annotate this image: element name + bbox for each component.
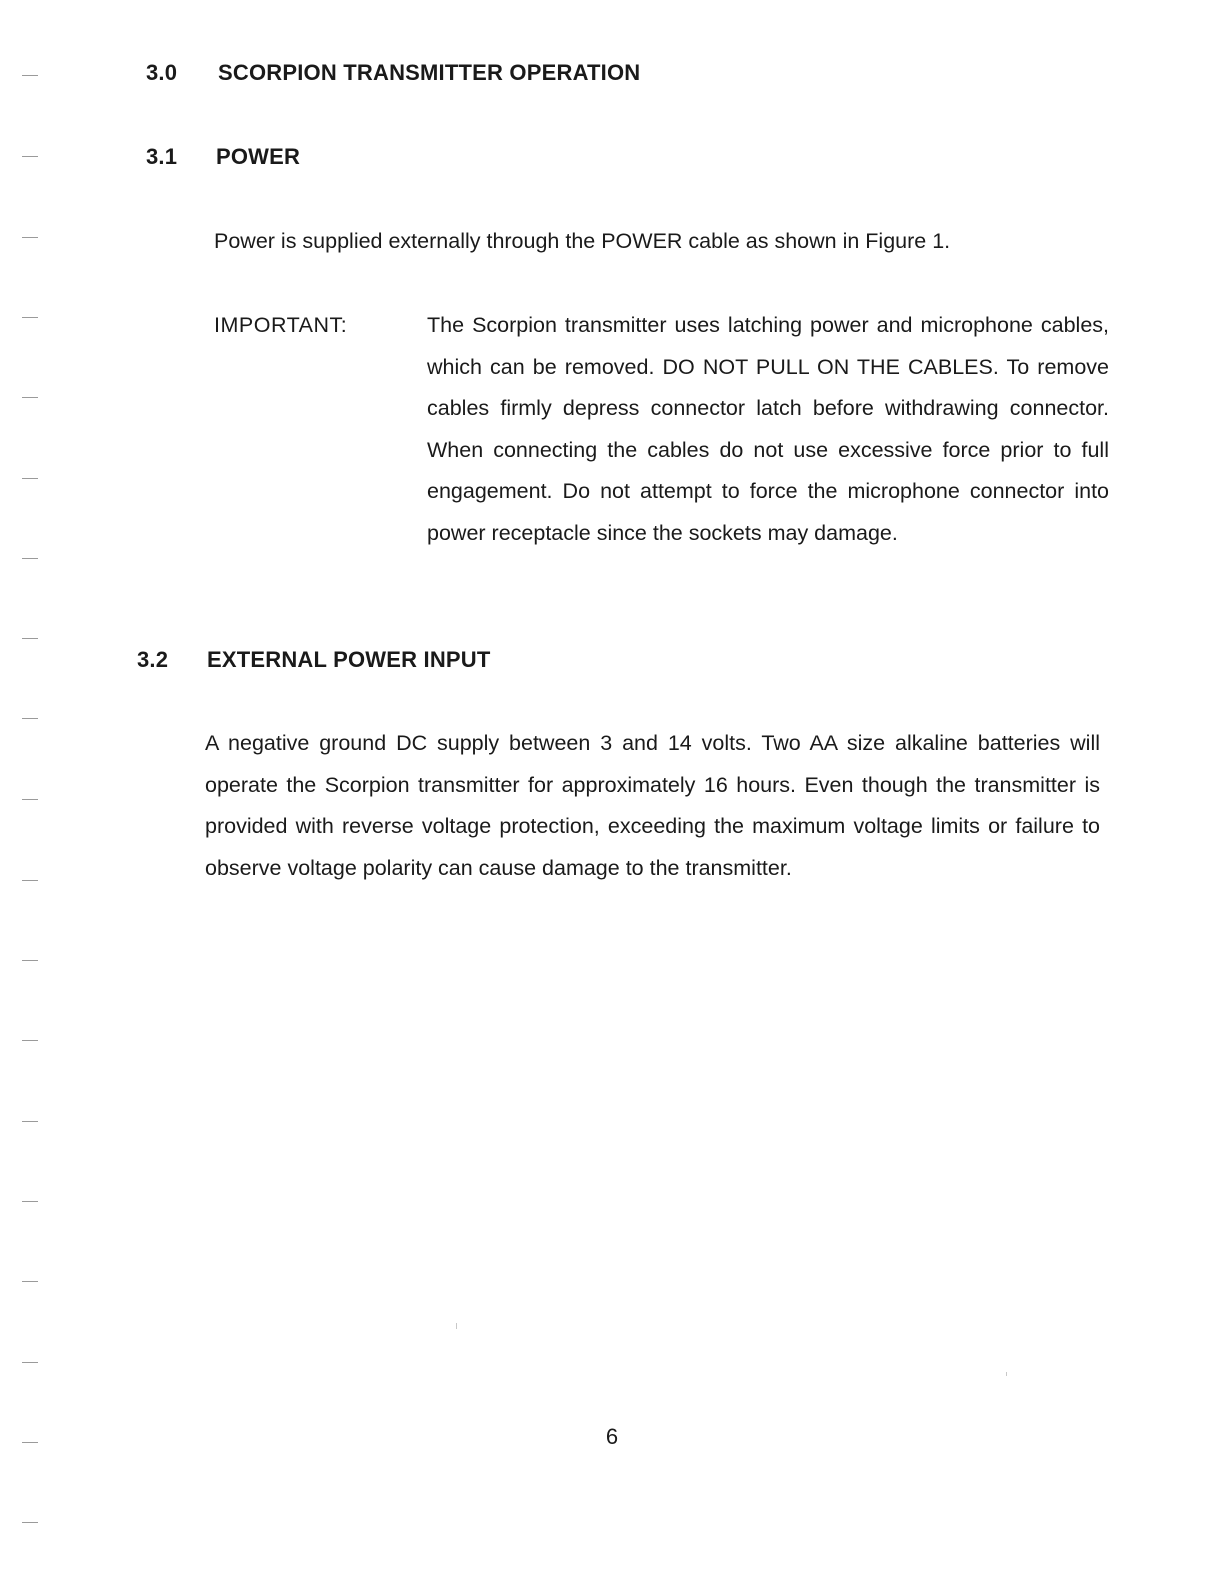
important-label: IMPORTANT: xyxy=(214,313,348,337)
section-3-0-number: 3.0 xyxy=(146,60,178,85)
section-3-1-number: 3.1 xyxy=(146,144,178,169)
section-3-2-paragraph: A negative ground DC supply between 3 and 14 volts. Two AA size alkaline batteries will operate the Scorpion transmitter for approximately 16 hours. Even though the transmitter is provided with reverse voltage protection, exceeding the maximum voltage limits or failure to observe voltage polarity can cause damage to the transmitter. xyxy=(205,731,1100,880)
section-3-2-number: 3.2 xyxy=(137,647,169,672)
scan-speck xyxy=(1006,1372,1007,1376)
section-3-1-title: POWER xyxy=(216,144,301,169)
page-number: 6 xyxy=(605,1424,619,1449)
section-3-2-title: EXTERNAL POWER INPUT xyxy=(207,647,491,672)
scan-speck xyxy=(456,1323,457,1329)
section-3-0-title: SCORPION TRANSMITTER OPERATION xyxy=(218,60,641,85)
section-3-1-paragraph: Power is supplied externally through the POWER cable as shown in Figure 1. xyxy=(214,229,951,253)
important-note-text: The Scorpion transmitter uses latching power and microphone cables, which can be removed. DO NOT PULL ON THE CABLES. To remove cables firmly depress connector latch before withdrawing connector. When connecting the cables do not use excessive force prior to full engagement. Do not attempt to force the microphone connector into power receptacle since the sockets may damage. xyxy=(427,313,1109,545)
